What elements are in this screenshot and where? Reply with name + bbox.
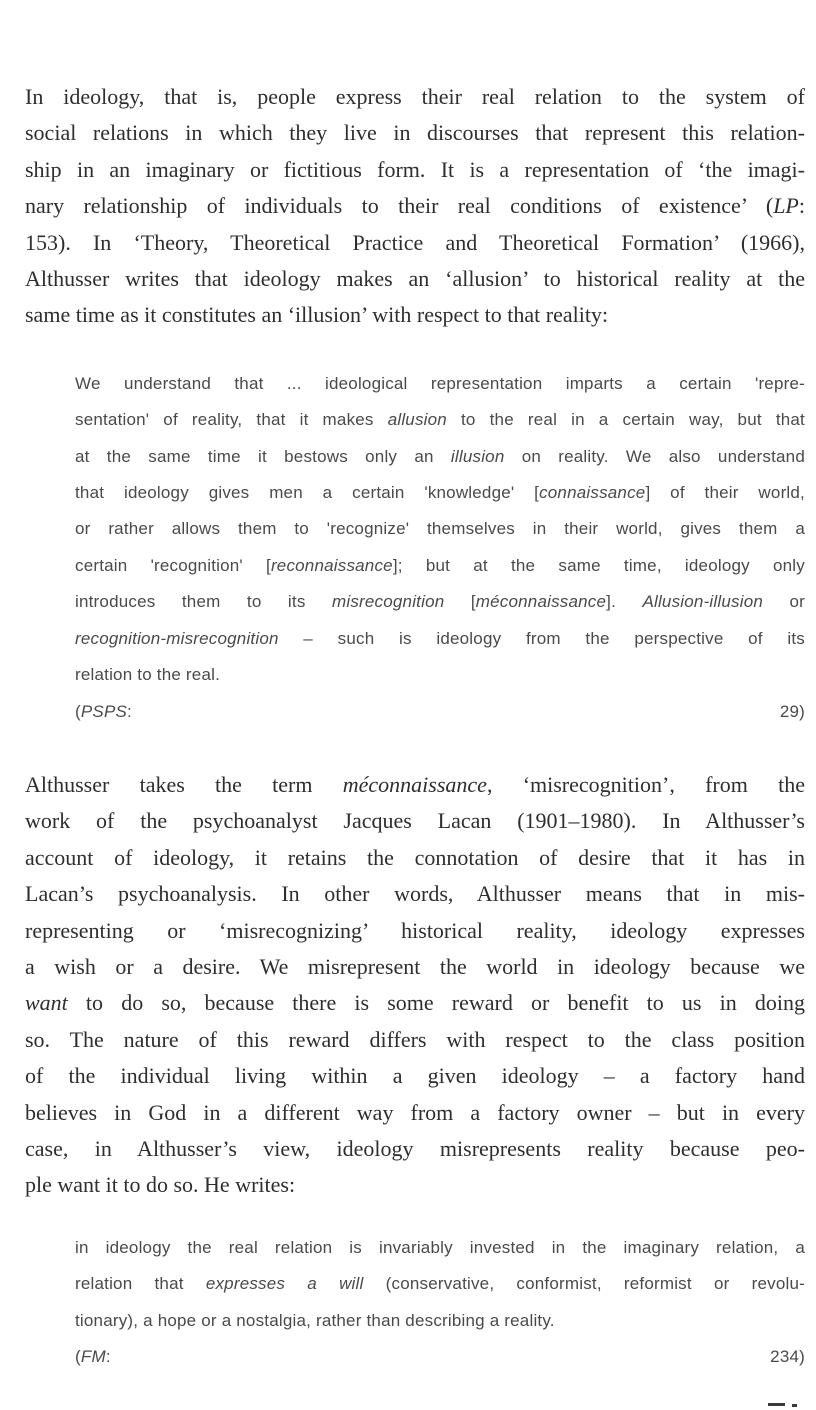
text-line: Althusser writes that ideology makes an ‘allusion’ to historical reality at the bbox=[25, 266, 805, 292]
text-line: introduces them to its misrecognition [méconnaissance]. Allusion-illusion or bbox=[75, 592, 805, 612]
text-line: case, in Althusser’s view, ideology misrepresents reality because peo- bbox=[25, 1135, 805, 1161]
text-line: believes in God in a different way from a factory owner – but in every bbox=[25, 1099, 805, 1125]
text-line: relation to the real. bbox=[75, 665, 221, 685]
blockquote-allusion-illusion bbox=[75, 366, 805, 730]
text-line: work of the psychoanalyst Jacques Lacan (1901–1980). In Althusser’s bbox=[25, 808, 805, 834]
text-line: relation that expresses a will (conservative, conformist, reformist or revolu- bbox=[75, 1274, 805, 1294]
text-line: or rather allows them to 'recognize' themselves in their world, gives them a bbox=[75, 519, 805, 539]
text-line: ple want it to do so. He writes: bbox=[25, 1172, 296, 1198]
blockquote-text bbox=[75, 366, 805, 694]
cut-off-mark bbox=[768, 1403, 785, 1406]
text-line: Lacan’s psychoanalysis. In other words, Althusser means that in mis- bbox=[25, 881, 805, 907]
text-line: ship in an imaginary or fictitious form. It is a representation of ‘the imagi- bbox=[25, 156, 805, 182]
text-line: certain 'recognition' [reconnaissance]; but at the same time, ideology only bbox=[75, 555, 805, 575]
paragraph-meconnaissance-lacan bbox=[25, 767, 805, 1204]
blockquote-text bbox=[75, 1230, 805, 1339]
text-line: of the individual living within a given ideology – a factory hand bbox=[25, 1063, 805, 1089]
text-line: at the same time it bestows only an illusion on reality. We also understand bbox=[75, 446, 805, 466]
text-line: nary relationship of individuals to their real conditions of existence’ (LP: bbox=[25, 193, 805, 219]
text-line: want to do so, because there is some reward or benefit to us in doing bbox=[25, 990, 805, 1016]
paragraph-ideology-imaginary bbox=[25, 79, 805, 334]
citation-fm: (FM: 234) bbox=[75, 1347, 805, 1366]
citation-psps: (PSPS: 29) bbox=[75, 701, 805, 721]
text-line: that ideology gives men a certain 'knowledge' [connaissance] of their world, bbox=[75, 483, 805, 503]
text-line: representing or ‘misrecognizing’ historical reality, ideology expresses bbox=[25, 917, 805, 943]
cut-off-mark bbox=[792, 1404, 797, 1407]
text-line: In ideology, that is, people express their real relation to the system of bbox=[25, 84, 805, 109]
text-line: same time as it constitutes an ‘illusion’ with respect to that reality: bbox=[25, 302, 609, 328]
text-line: Althusser takes the term méconnaissance, ‘misrecognition’, from the bbox=[25, 771, 805, 797]
text-line: recognition-misrecognition – such is ideology from the perspective of its bbox=[75, 628, 805, 648]
text-line: social relations in which they live in discourses that represent this relation- bbox=[25, 120, 805, 146]
cut-off-text-fragment bbox=[768, 1402, 808, 1408]
text-line: a wish or a desire. We misrepresent the world in ideology because we bbox=[25, 953, 805, 979]
text-line: We understand that ... ideological representation imparts a certain 'repre- bbox=[75, 373, 805, 393]
text-line: sentation' of reality, that it makes allusion to the real in a certain way, but that bbox=[75, 410, 805, 430]
text-line: so. The nature of this reward differs with respect to the class position bbox=[25, 1026, 805, 1052]
text-line: account of ideology, it retains the connotation of desire that it has in bbox=[25, 844, 805, 870]
text-line: 153). In ‘Theory, Theoretical Practice and Theoretical Formation’ (1966), bbox=[25, 229, 805, 255]
text-line: in ideology the real relation is invariably invested in the imaginary relation, a bbox=[75, 1237, 805, 1257]
blockquote-imaginary-relation bbox=[75, 1230, 805, 1376]
text-line: tionary), a hope or a nostalgia, rather than describing a reality. bbox=[75, 1310, 555, 1330]
